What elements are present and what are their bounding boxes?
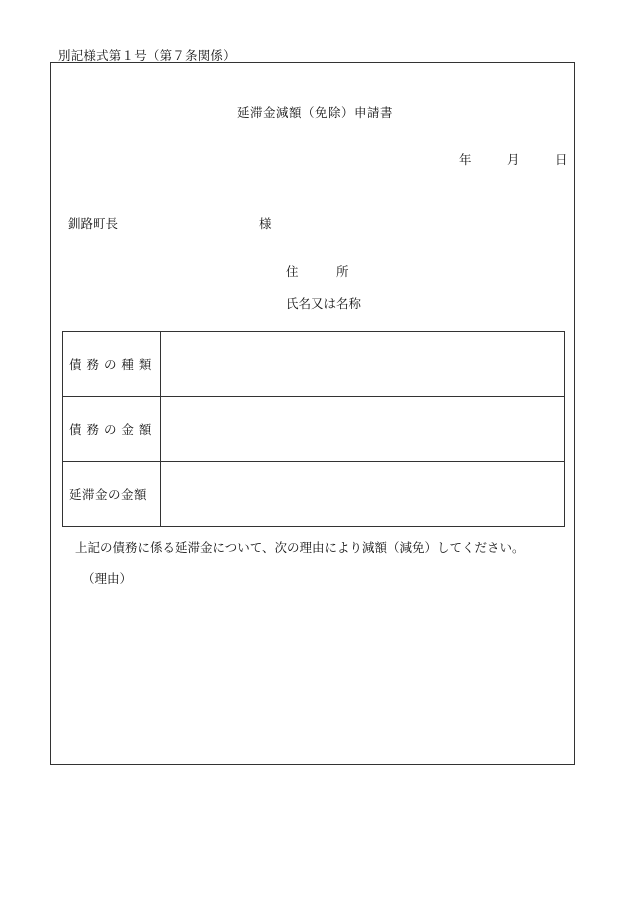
date-year-label: 年 — [459, 152, 472, 167]
late-fee-amount-field[interactable] — [161, 462, 565, 527]
applicant-name-label: 氏名又は名称 — [286, 296, 362, 311]
debt-type-field[interactable] — [161, 332, 565, 397]
late-fee-amount-label: 延滞金の金額 — [63, 462, 161, 527]
debt-amount-field[interactable] — [161, 397, 565, 462]
debt-details-table — [62, 331, 565, 527]
debt-amount-label: 債 務 の 金 額 — [63, 397, 161, 462]
applicant-address-label: 住 所 — [286, 264, 349, 279]
date-day-label: 日 — [555, 152, 568, 167]
date-month-label: 月 — [507, 152, 520, 167]
table-row — [63, 397, 565, 462]
debt-type-label: 債 務 の 種 類 — [63, 332, 161, 397]
document-title: 延滞金減額（免除）申請書 — [236, 105, 393, 120]
reason-label: （理由） — [82, 571, 133, 586]
request-statement: 上記の債務に係る延滞金について、次の理由により減額（減免）してください。 — [75, 540, 525, 555]
table-row — [63, 462, 565, 527]
form-number-label: 別記様式第１号（第７条関係） — [58, 48, 236, 63]
table-row — [63, 332, 565, 397]
addressee-honorific: 様 — [259, 216, 272, 231]
addressee-name: 釧路町長 — [68, 216, 119, 231]
